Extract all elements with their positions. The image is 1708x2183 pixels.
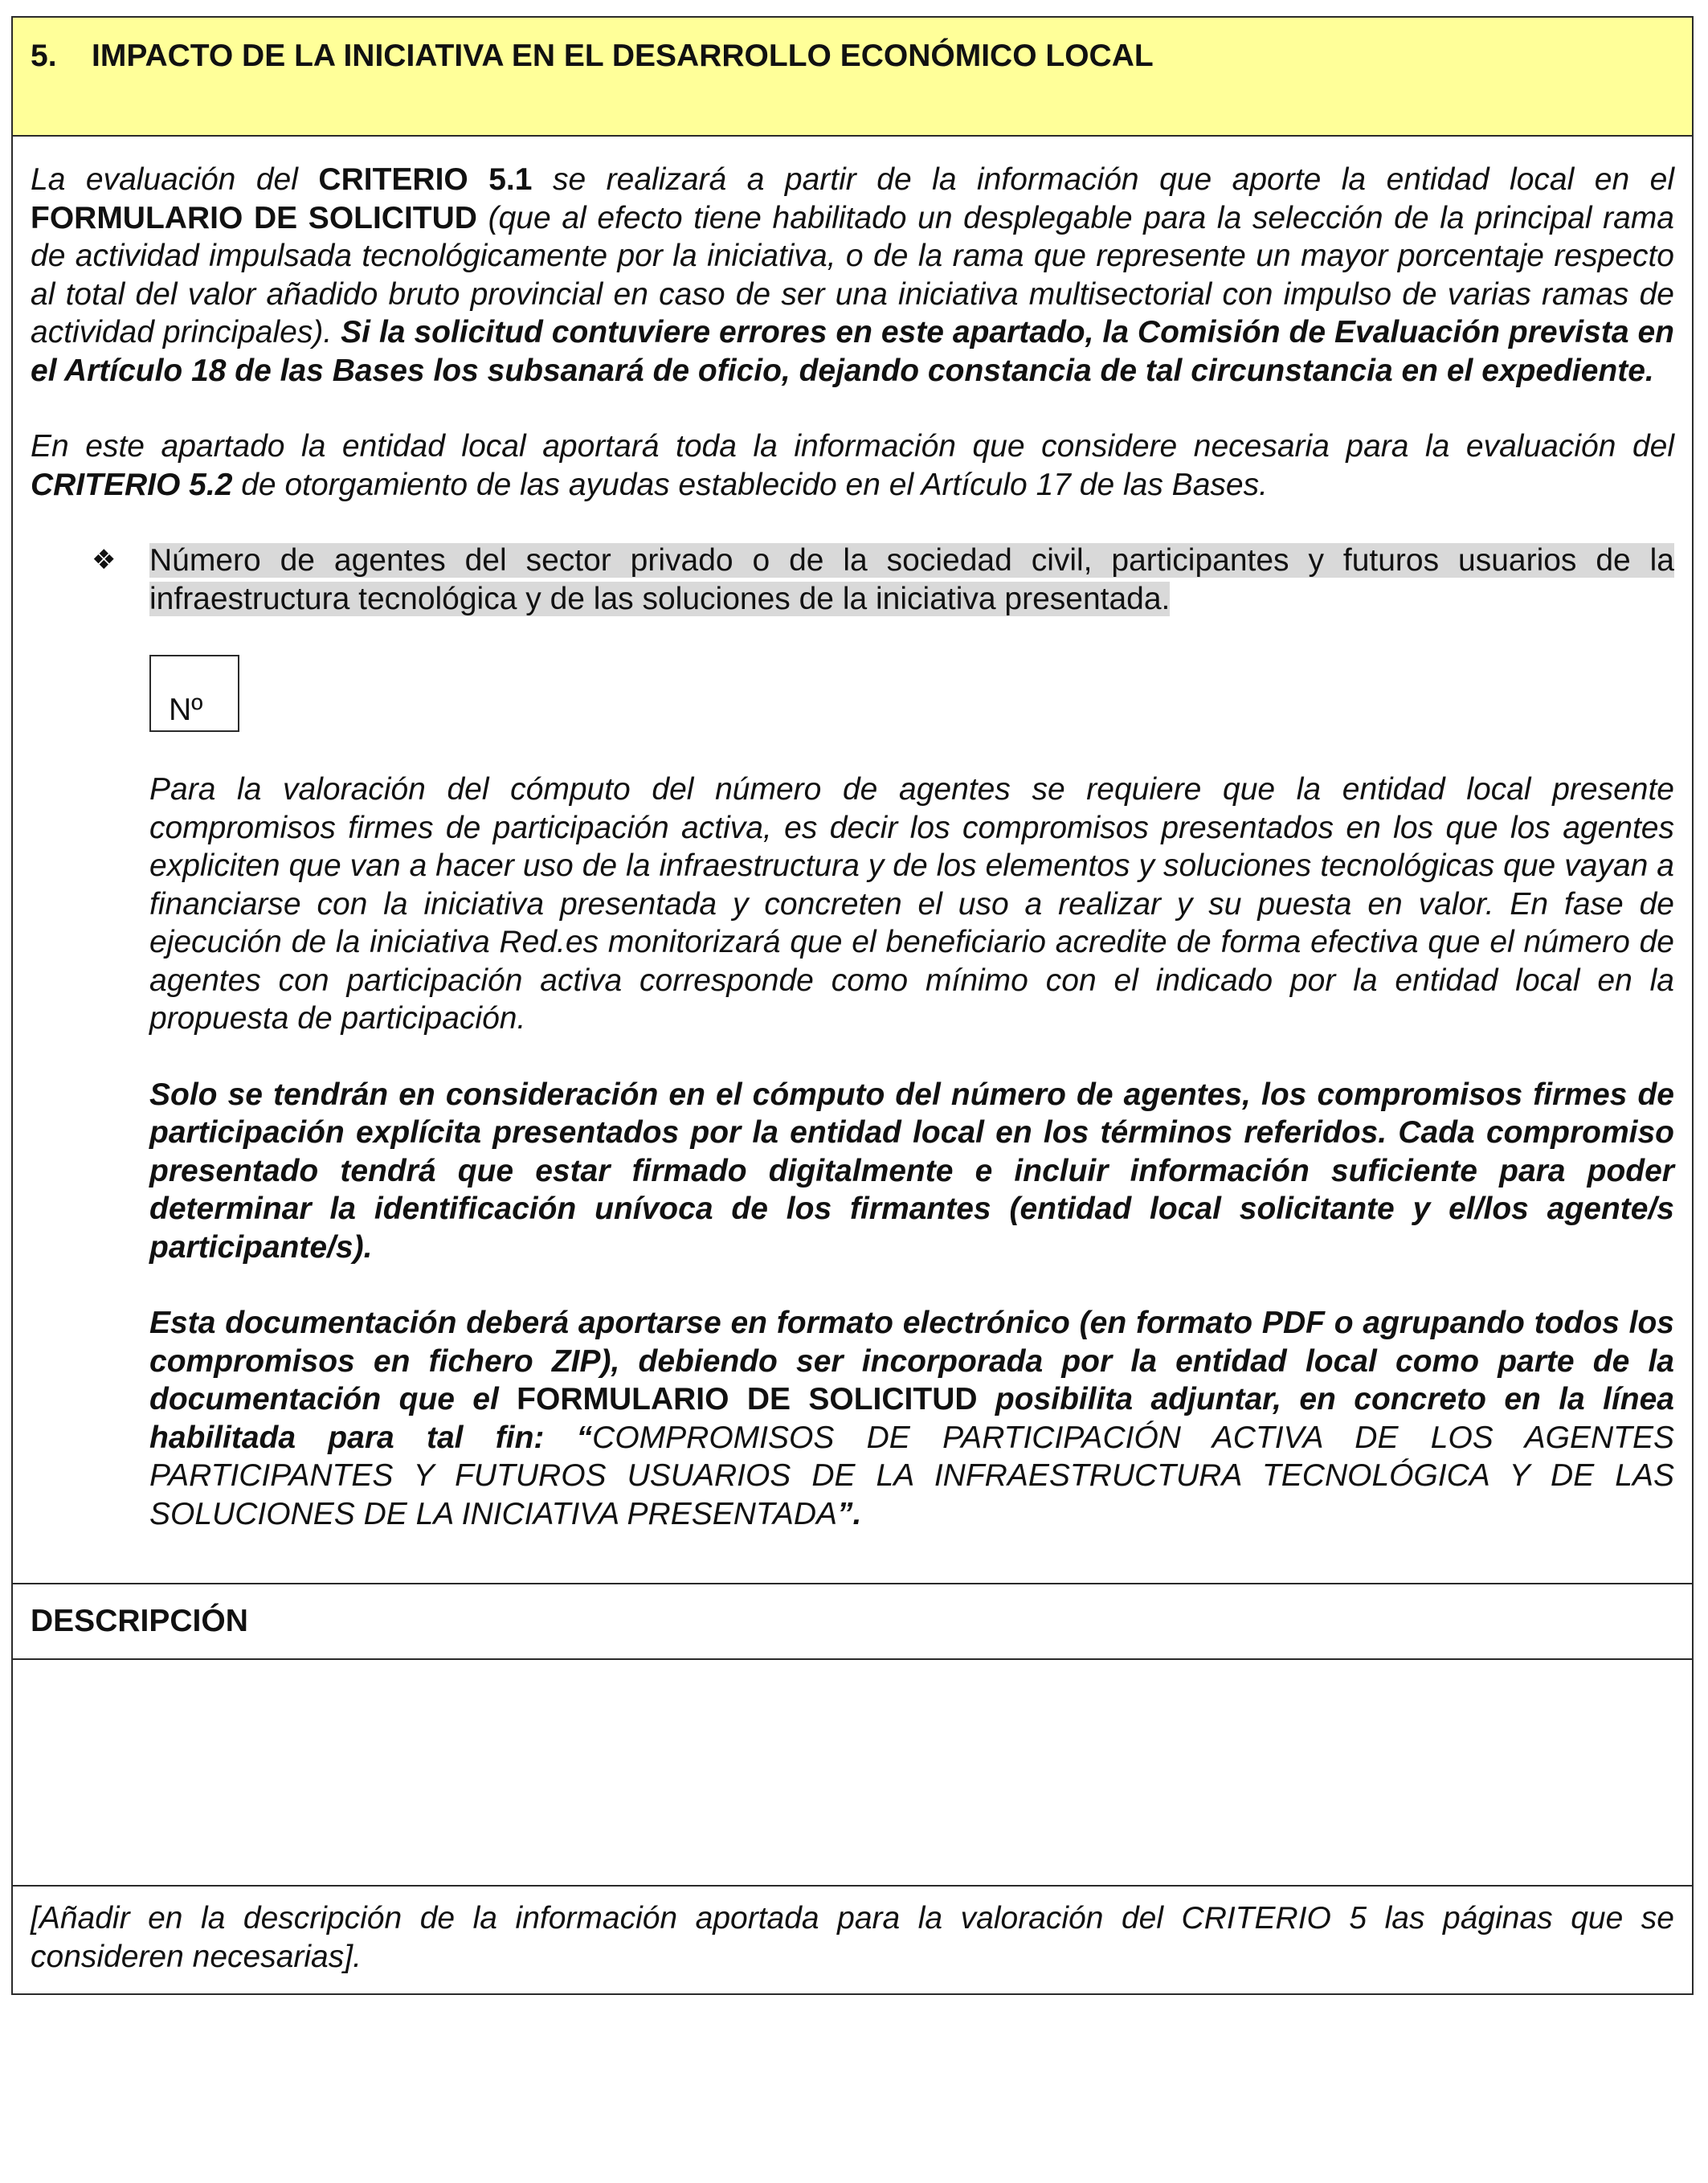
section-title: IMPACTO DE LA INICIATIVA EN EL DESARROLLO ECONÓMICO LOCAL — [92, 39, 1154, 73]
agents-bullet-item — [31, 542, 1674, 618]
diamond-bullet-icon: ❖ — [92, 545, 116, 575]
agents-number-field[interactable] — [149, 655, 239, 732]
agents-valuation-paragraph: Para la valoración del cómputo del número de agentes se requiere que la entidad local presente compromisos firmes de participación activa, es decir los compromisos presentados en los que los agentes expliciten que van a hacer uso de la infraestructura y de los elementos y soluciones tecnológicas que vayan a financiarse con la iniciativa presentada y concreten el uso a realizar y su puesta en valor. En fase de ejecución de la iniciativa Red.es monitorizará que el beneficiario acredite de forma efectiva que el número de agentes con participación activa corresponde como mínimo con el indicado por la entidad local en la propuesta de participación. — [149, 772, 1674, 1036]
doc-text-a: Esta documentación deberá aportarse en formato electrónico (en formato PDF o agrupando todos los compromisos en fichero ZIP), debiendo ser incorporada por la entidad local como parte de la documentación que el — [149, 1306, 1674, 1416]
p2-text-c: de otorgamiento de las ayudas establecido en el Artículo 17 de las Bases. — [232, 467, 1268, 502]
doc-form-label: FORMULARIO DE SOLICITUD — [517, 1382, 978, 1416]
spacer — [31, 390, 1674, 427]
section-number: 5. — [31, 39, 57, 73]
p2-criterion-label: CRITERIO 5.2 — [31, 467, 233, 502]
p1-errors-note: Si la solicitud contuviere errores en este apartado, la Comisión de Evaluación prevista en el Artículo 18 de las Bases los subsanará de oficio, dejando constancia de tal circunstancia en el expediente. — [31, 315, 1674, 388]
doc-text-e: ”. — [837, 1496, 862, 1531]
spacer — [31, 504, 1674, 542]
p1-text-e: (que al efecto tiene habilitado un desplegable para la selección de la principal rama de actividad impulsada tecnológicamente por la iniciativa, o de la rama que represente un mayor porcentaje respecto al total del valor añadido bruto provincial en caso de ser una iniciativa multisectorial con impulso de varias ramas de actividad principales). — [31, 200, 1674, 350]
p1-form-label: FORMULARIO DE SOLICITUD — [31, 200, 477, 235]
number-box-label: Nº — [169, 692, 203, 727]
criterion-5-1-paragraph — [31, 161, 1674, 390]
p1-text-a: La evaluación del — [31, 162, 319, 197]
agents-bullet-text: Número de agentes del sector privado o de la sociedad civil, participantes y futuros usuarios de la infraestructura tecnológica y de las soluciones de la iniciativa presentada. — [149, 543, 1674, 616]
p1-criterion-label: CRITERIO 5.1 — [318, 162, 533, 197]
spacer — [149, 1038, 1674, 1076]
pages-note: [Añadir en la descripción de la información aportada para la valoración del CRITERIO 5 las páginas que se consideren necesarias]. — [31, 1901, 1674, 1974]
section-header — [13, 18, 1692, 137]
criterion-5-form-table — [11, 16, 1694, 1995]
commitments-text: Solo se tendrán en consideración en el cómputo del número de agentes, los compromisos firmes de participación explícita presentados por la entidad local en los términos referidos. Cada compromiso presentado tendrá que estar firmado digitalmente e incluir información suficiente para poder determinar la identificación unívoca de los firmantes (entidad local solicitante y el/los agente/s participante/s). — [149, 1077, 1674, 1265]
description-input[interactable] — [13, 1660, 1692, 1885]
doc-line-name: COMPROMISOS DE PARTICIPACIÓN ACTIVA DE LOS AGENTES PARTICIPANTES Y FUTUROS USUARIOS DE LA INFRAESTRUCTURA TECNOLÓGICA Y DE LAS SOLUCIONES DE LA INICIATIVA PRESENTADA — [149, 1420, 1674, 1531]
description-area-row — [13, 1660, 1692, 1887]
documentation-paragraph — [149, 1304, 1674, 1533]
spacer — [149, 1266, 1674, 1304]
commitments-paragraph — [149, 1076, 1674, 1267]
section-body — [13, 137, 1692, 1584]
description-title: DESCRIPCIÓN — [13, 1584, 1692, 1660]
p1-text-c: se realizará a partir de la información que aporte la entidad local en el — [532, 162, 1675, 197]
agents-detail-block — [31, 655, 1674, 1533]
doc-text-c: posibilita adjuntar, en concreto en la línea habilitada para tal fin: “ — [149, 1382, 1674, 1455]
criterion-5-2-paragraph — [31, 427, 1674, 504]
p2-text-a: En este apartado la entidad local aportará toda la información que considere necesaria para la evaluación del — [31, 429, 1674, 464]
